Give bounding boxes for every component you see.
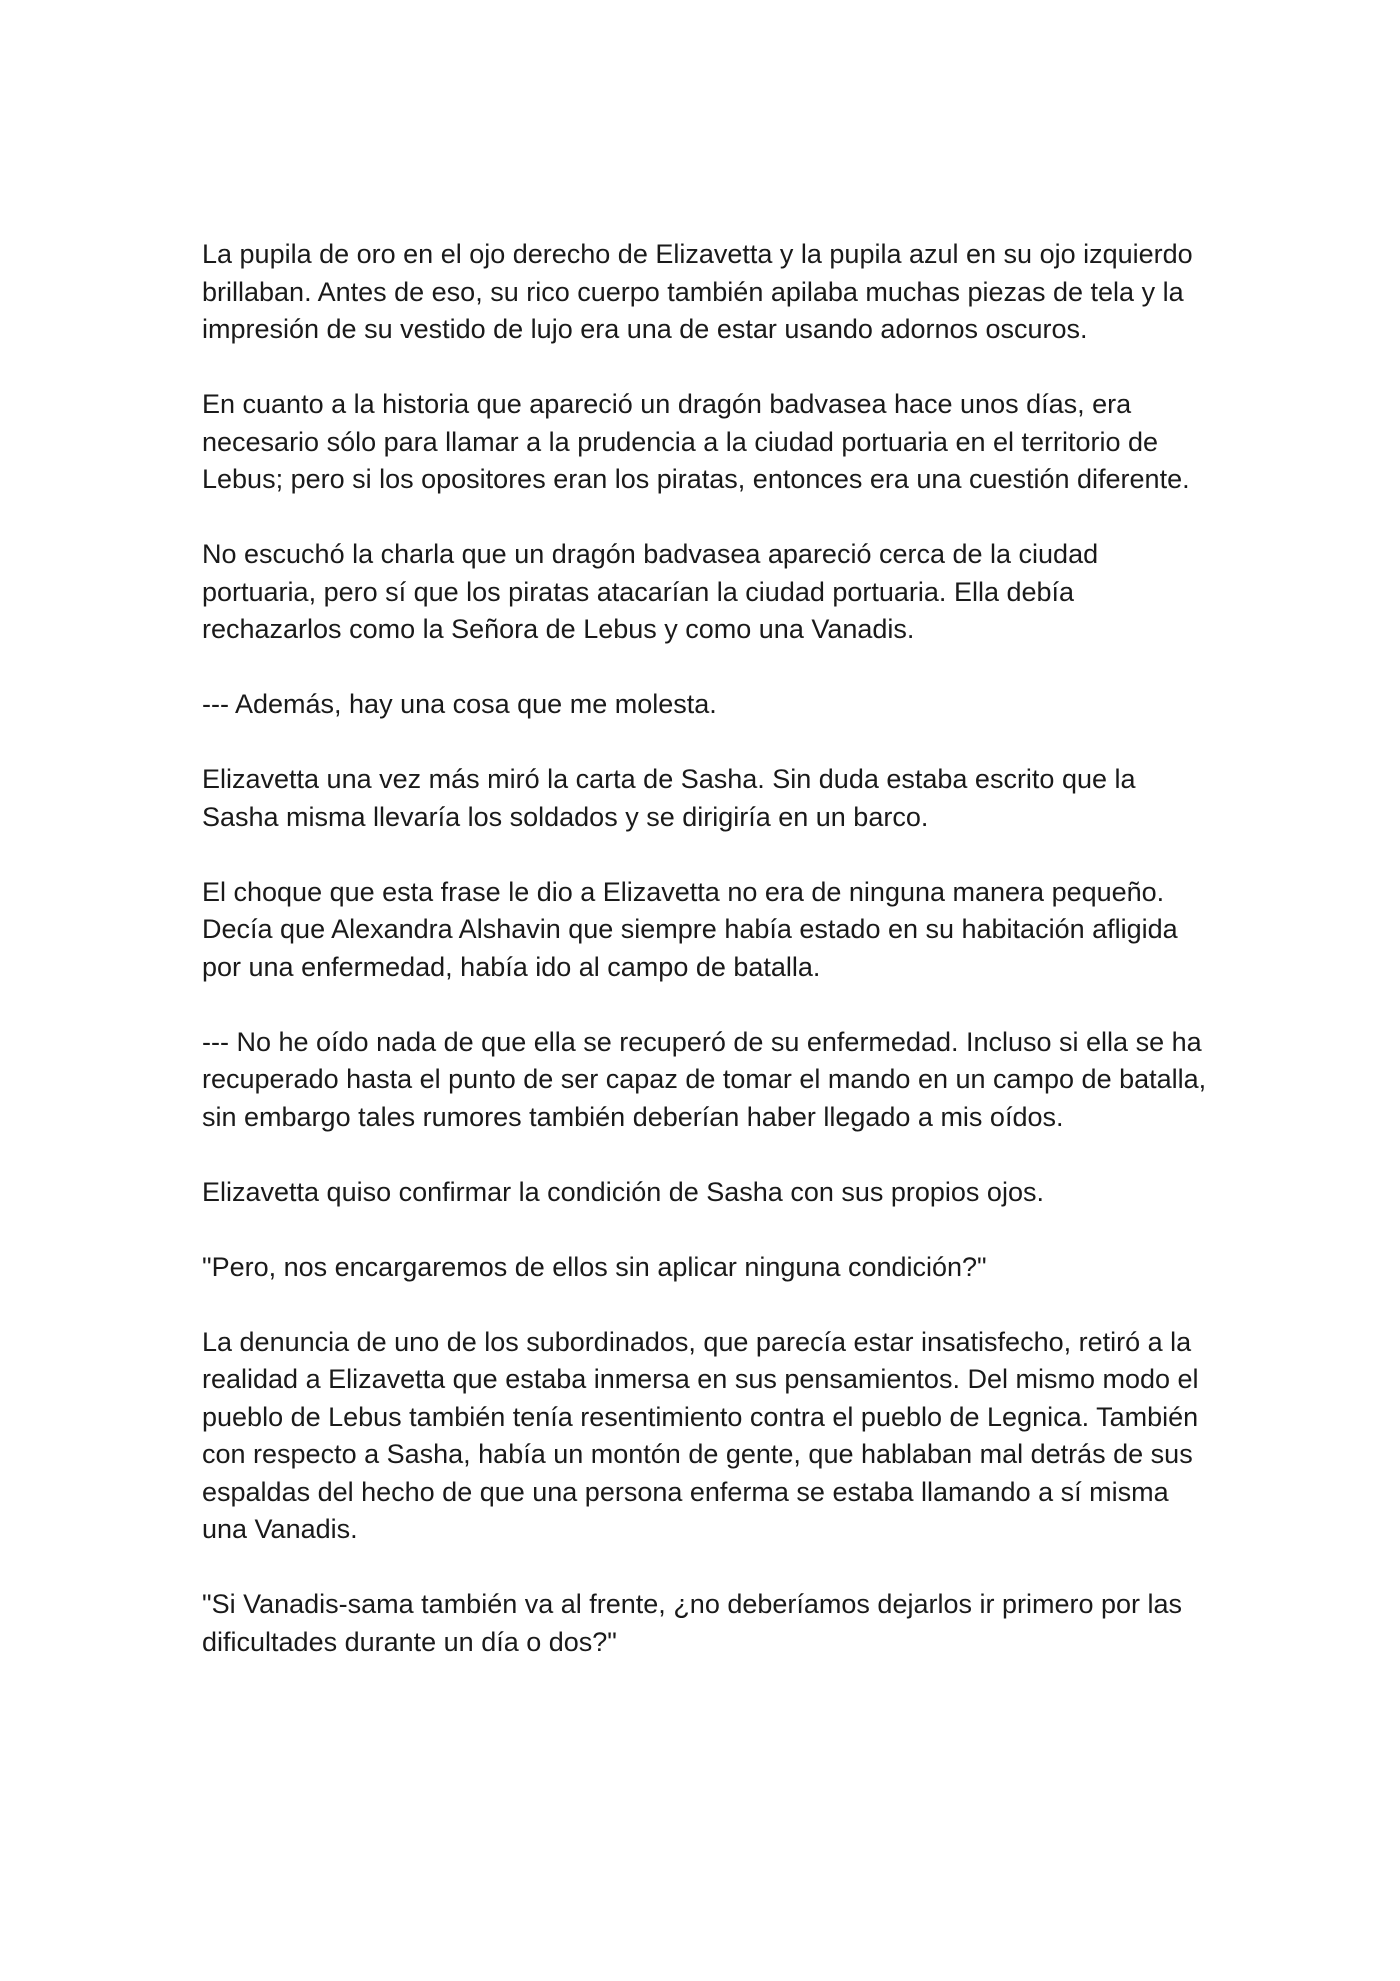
paragraph-7: --- No he oído nada de que ella se recuperó de su enfermedad. Incluso si ella se ha recuperado hasta el punto de ser capaz de tomar el mando en un campo de batalla, sin embargo tales rumores también deberían haber llegado a mis oídos. xyxy=(202,1026,1207,1132)
paragraph-5: Elizavetta una vez más miró la carta de Sasha. Sin duda estaba escrito que la Sasha misma llevaría los soldados y se dirigiría en un barco. xyxy=(202,764,1136,832)
paragraph-3: No escuchó la charla que un dragón badvasea apareció cerca de la ciudad portuaria, pero sí que los piratas atacarían la ciudad portuaria. Ella debía rechazarlos como la Señora de Lebus y como una Vanadis. xyxy=(202,539,1099,644)
paragraph-1: La pupila de oro en el ojo derecho de Elizavetta y la pupila azul en su ojo izquierdo brillaban. Antes de eso, su rico cuerpo también apilaba muchas piezas de tela y la impresión de su vestido de lujo era una de estar usando adornos oscuros. xyxy=(202,239,1193,344)
paragraph-6: El choque que esta frase le dio a Elizavetta no era de ninguna manera pequeño. Decía que Alexandra Alshavin que siempre había estado en su habitación afligida por una enfermedad, había ido al campo de batalla. xyxy=(202,876,1178,982)
paragraph-11: "Si Vanadis-sama también va al frente, ¿no deberíamos dejarlos ir primero por las dificultades durante un día o dos?" xyxy=(202,1589,1183,1657)
paragraph-2: En cuanto a la historia que apareció un dragón badvasea hace unos días, era necesario sólo para llamar a la prudencia a la ciudad portuaria en el territorio de Lebus; pero si los opositores eran los piratas, entonces era una cuestión diferente. xyxy=(202,389,1190,494)
document-body xyxy=(202,236,1212,1661)
paragraph-4: --- Además, hay una cosa que me molesta. xyxy=(202,689,717,719)
paragraph-10: La denuncia de uno de los subordinados, que parecía estar insatisfecho, retiró a la realidad a Elizavetta que estaba inmersa en sus pensamientos. Del mismo modo el pueblo de Lebus también tenía resentimiento contra el pueblo de Legnica. También con respecto a Sasha, había un montón de gente, que hablaban mal detrás de sus espaldas del hecho de que una persona enferma se estaba llamando a sí misma una Vanadis. xyxy=(202,1326,1199,1544)
paragraph-9: "Pero, nos encargaremos de ellos sin aplicar ninguna condición?" xyxy=(202,1251,987,1282)
paragraph-8: Elizavetta quiso confirmar la condición de Sasha con sus propios ojos. xyxy=(202,1176,1044,1207)
